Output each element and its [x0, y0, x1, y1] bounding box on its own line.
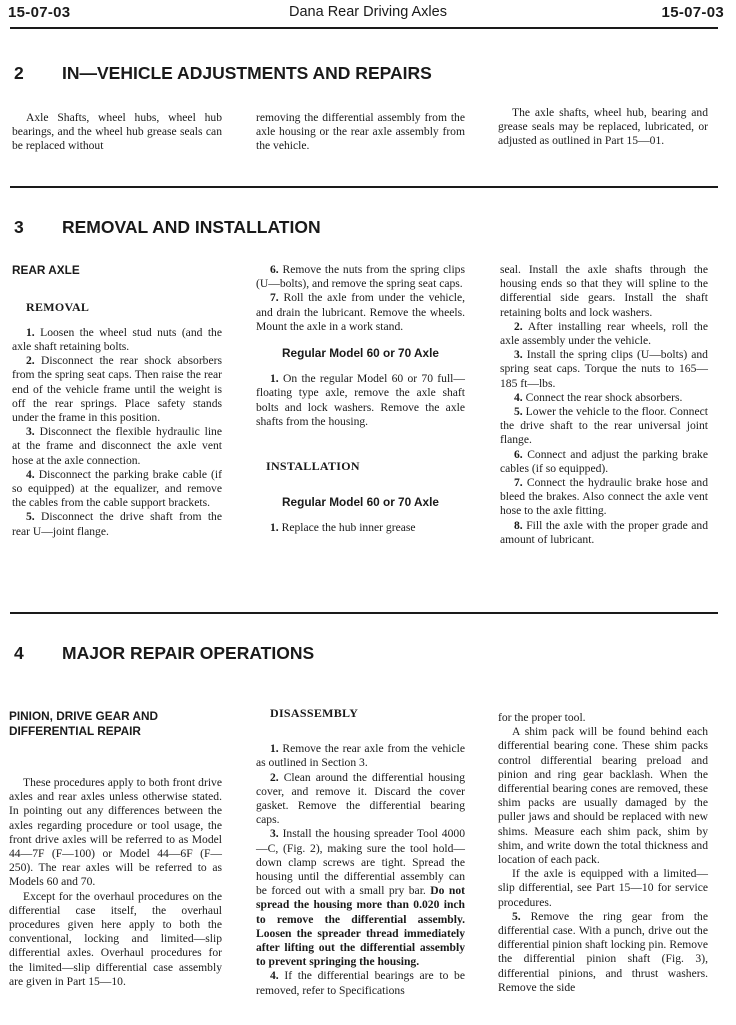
installation-heading: INSTALLATION	[266, 459, 360, 474]
section-4-col-2	[256, 706, 465, 998]
disassembly-step: 5. Remove the ring gear from the differential case. With a punch, drive out the differential pinion shaft locking pin. Remove the differential pinion shaft (Fig. 3), differential pinions, and thrust washers. Remove the side	[498, 909, 708, 994]
removal-step: 4. Disconnect the parking brake cable (if so equipped) at the equalizer, and remove the cables from the cable support brackets.	[12, 467, 222, 510]
regular-model-heading-2: Regular Model 60 or 70 Axle	[282, 495, 439, 510]
section-3-col-2	[256, 263, 465, 536]
section-2-heading: 2 IN—VEHICLE ADJUSTMENTS AND REPAIRS	[14, 63, 432, 83]
section-2-col-2: removing the differential assembly from the axle housing or the rear axle assembly from the vehicle.	[256, 111, 465, 153]
removal-step: 1. Loosen the wheel stud nuts (and the axle shaft retaining bolts.	[12, 325, 222, 353]
rear-axle-heading: REAR AXLE	[12, 263, 80, 277]
section-3-heading: 3 REMOVAL AND INSTALLATION	[14, 217, 321, 237]
install-step: 8. Fill the axle with the proper grade and amount of lubricant.	[500, 518, 708, 546]
pinion-drive-gear-heading: PINION, DRIVE GEAR AND DIFFERENTIAL REPAIR	[9, 709, 159, 738]
install-step: 2. After installing rear wheels, roll the axle assembly under the vehicle.	[500, 319, 708, 348]
install-step: 3. Install the spring clips (U—bolts) and spring seat caps. Torque the nuts to 165—185 ft—lbs.	[500, 348, 708, 390]
running-title: Dana Rear Driving Axles	[289, 4, 447, 20]
removal-step: 7. Roll the axle from under the vehicle, and drain the lubricant. Remove the wheels. Mount the axle in a work stand.	[256, 291, 466, 333]
section-4-col-1: PINION, DRIVE GEAR AND DIFFERENTIAL REPAIR These procedures apply to both front drive axles and rear axles unless otherwise stated. In pointing out any differences between the axles regarding procedure or tool usage, the front drive axles will be referred to as Model 44—7F (F—100) or Model 44—6F (F—250). The rear axles will be referred to as Models 60 and 70. Except for the overhaul procedures on the differential case itself, the overhaul procedures given here apply to both the conventional, locking and limited—slip differential axles. Overhaul procedures for the limited—slip differential case assembly are given in Part 15—10.	[9, 709, 222, 988]
section-rule	[10, 186, 718, 188]
removal-heading: REMOVAL	[26, 299, 90, 314]
disassembly-heading: DISASSEMBLY	[270, 706, 359, 720]
section-4-col-3: for the proper tool. A shim pack will be found behind each differential bearing cone. These shim packs control differential bearing preload and pinion and ring gear backlash. When the differential bearing cones are removed, these shim packs are usually damaged by the puller jaws and should be replaced with new shims. Measure each shim pack, shim by shim, and write down the total thickness and location of each pack. If the axle is equipped with a limited—slip differential, see Part 15—10 for service procedures. 5. Remove the ring gear from the differential case. With a punch, drive out the differential pinion shaft locking pin. Remove the differential pinion shaft (Fig. 3), differential pinions, and thrust washers. Remove the side	[498, 711, 708, 994]
regular-model-heading: Regular Model 60 or 70 Axle	[282, 346, 439, 361]
disassembly-step: 2. Clean around the differential housing cover, and remove it. Discard the cover gasket. Remove the differential bearing caps.	[256, 770, 465, 827]
removal-step: 3. Disconnect the flexible hydraulic line at the frame and disconnect the axle vent hose at the axle connection.	[12, 425, 222, 467]
section-3-col-3: seal. Install the axle shafts through the housing ends so that they will spline to the differential side gears. Install the shaft retaining bolts and lock washers. 2. After installing rear wheels, roll the axle assembly under the vehicle. 3. Install the spring clips (U—bolts) and spring seat caps. Torque the nuts to 165—185 ft—lbs. 4. Connect the rear shock absorbers. 5. Lower the vehicle to the floor. Connect the drive shaft to the rear universal joint flange. 6. Connect and adjust the parking brake cables (if so equipped). 7. Connect the hydraulic brake hose and bleed the brakes. Also connect the axle vent hose to the axle fitting. 8. Fill the axle with the proper grade and amount of lubricant.	[500, 263, 709, 546]
disassembly-step: 3. Install the housing spreader Tool 4000—C, (Fig. 2), making sure the tool hold—down clamp screws are tight. Spread the housing until the differential assembly can be forced out with a small pry bar. Do not spread the housing more than 0.020 inch to remove the differential assembly. Loosen the spreader thread immediately after lifting out the differential assembly to prevent springing the housing.	[256, 827, 465, 969]
install-step: 6. Connect and adjust the parking brake cables (if so equipped).	[500, 447, 708, 475]
removal-step: 2. Disconnect the rear shock absorbers from the spring seat caps. Then raise the rear end of the vehicle frame until the weight is off the rear springs. Place safety stands under the frame in this position.	[12, 354, 222, 424]
page-number-right: 15-07-03	[661, 4, 724, 21]
removal-step: 5. Disconnect the drive shaft from the rear U—joint flange.	[12, 510, 222, 538]
section-rule	[10, 612, 718, 614]
section-4-heading: 4 MAJOR REPAIR OPERATIONS	[14, 643, 315, 663]
install-step: 1. Replace the hub inner grease	[270, 521, 416, 535]
section-2-col-1: Axle Shafts, wheel hubs, wheel hub bearings, and the wheel hub grease seals can be replaced without	[12, 111, 222, 153]
page-header	[0, 2, 736, 24]
header-rule	[10, 27, 718, 29]
removal-step: 6. Remove the nuts from the spring clips (U—bolts), and remove the spring seat caps.	[256, 263, 465, 291]
section-3-col-1	[12, 263, 222, 539]
regular-step: 1. On the regular Model 60 or 70 full—floating type axle, remove the axle shaft bolts and lock washers. Remove the axle shafts from the housing.	[256, 372, 465, 428]
disassembly-step: 1. Remove the rear axle from the vehicle as outlined in Section 3.	[256, 742, 465, 770]
section-2-col-3: The axle shafts, wheel hub, bearing and grease seals may be replaced, lubricated, or adjusted as outlined in Part 15—01.	[498, 106, 708, 148]
disassembly-step: 4. If the differential bearings are to be removed, refer to Specifications	[256, 969, 465, 997]
install-step: 5. Lower the vehicle to the floor. Connect the drive shaft to the rear universal joint flange.	[500, 405, 708, 447]
install-step: 7. Connect the hydraulic brake hose and bleed the brakes. Also connect the axle vent hose to the axle fitting.	[500, 476, 709, 518]
install-step: 4. Connect the rear shock absorbers.	[514, 390, 683, 404]
page-number-left: 15-07-03	[8, 4, 71, 21]
